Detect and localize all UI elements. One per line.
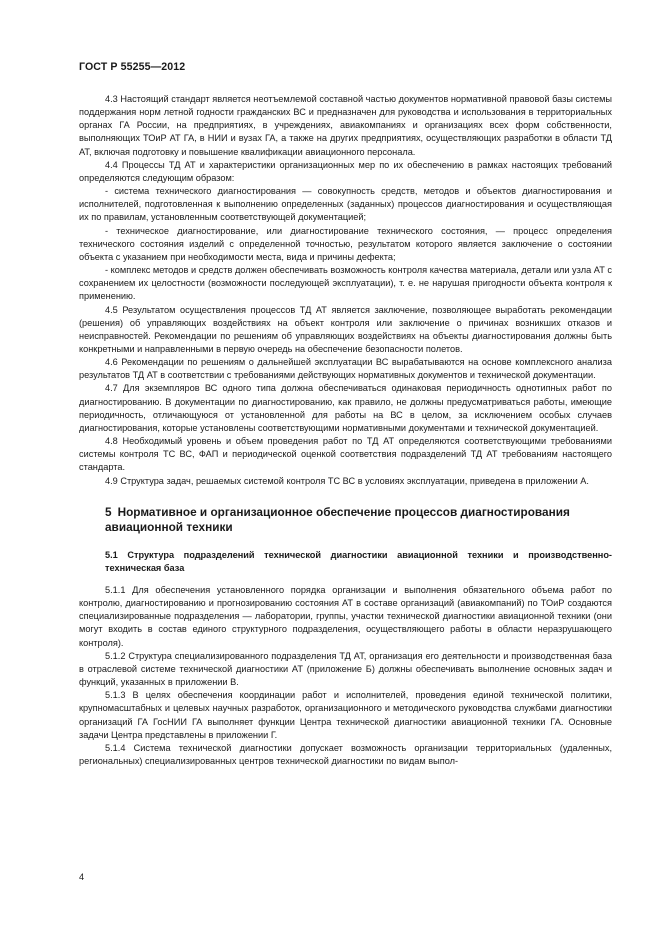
list-item-diagnostic-system: - система технического диагностирования — совокупность средств, методов и объектов диагностирования и исполнителей, подготовленная к выполнению определенных (заданных) процессов диагностирования и осуществляющая их по правилам, установленным соответствующей документацией; — [79, 186, 612, 223]
paragraph-5-1-3: 5.1.3 В целях обеспечения координации работ и исполнителей, проведения единой технической политики, крупномасштабных и целевых научных разработок, организационного и методического руководства службами диагностики организаций ГА ГосНИИ ГА выполняет функции Центра технической диагностики авиационной техники ГА. Основные задачи Центра представлены в приложении Г. — [79, 690, 612, 740]
paragraph-4-3: 4.3 Настоящий стандарт является неотъемлемой составной частью документов нормативной правовой базы системы поддержания норм летной годности гражданских ВС и предназначен для руководства и использования в территориальных органах ГА России, на предприятиях, в учреждениях, авиакомпаниях и организациях всех форм собственности, выполняющих ТОиР АТ ГА, в НИИ и вузах ГА, а также на других предприятиях, осуществляющих разработки в области ТД АТ, включая подготовку и повышение квалификации авиационного персонала. — [79, 94, 612, 157]
section-title: Нормативное и организационное обеспечение процессов диагностирования авиационной техники — [105, 504, 570, 534]
page-content — [79, 93, 612, 768]
paragraph-4-6: 4.6 Рекомендации по решениям о дальнейшей эксплуатации ВС вырабатываются на основе комплексного анализа результатов ТД АТ в соответствии с требованиями действующих нормативных документов и технической документации. — [79, 357, 612, 381]
paragraph-5-1-1: 5.1.1 Для обеспечения установленного порядка организации и выполнения обязательного объема работ по контролю, диагностированию и прогнозированию состояния АТ в составе организаций (авиакомпаний) по ТОиР создаются специализированные подразделения — лаборатории, группы, участки технической диагностики авиационной техники (они могут входить в состав единого структурного подразделения, осуществляющего работы в области неразрушающего контроля). — [79, 585, 612, 648]
paragraph-4-9: 4.9 Структура задач, решаемых системой контроля ТС ВС в условиях эксплуатации, приведена в приложении А. — [105, 475, 589, 486]
paragraph-4-5: 4.5 Результатом осуществления процессов ТД АТ является заключение, позволяющее выработать рекомендации (решения) об управляющих воздействиях на объект контроля или заключение о причинах возникших отказов и неисправностей. Рекомендации по решениям об управляющих воздействиях на объекты диагностирования должны быть конкретными и направленными в первую очередь на обеспечение безопасности полетов. — [79, 304, 612, 354]
list-item-methods-complex: - комплекс методов и средств должен обеспечивать возможность контроля качества материала, детали или узла АТ с сохранением их целостности (возможности последующей эксплуатации), т. е. не нарушая пригодности объекта контроля к применению. — [79, 265, 612, 302]
section-number: 5 — [105, 504, 112, 519]
section-5-heading — [79, 505, 612, 535]
document-header: ГОСТ Р 55255—2012 — [79, 61, 186, 73]
paragraph-4-7: 4.7 Для экземпляров ВС одного типа должна обеспечиваться одинаковая периодичность однотипных работ по диагностированию. В документации по диагностированию, как правило, не должны предусматриваться работы, имеющие периодичность, отличающуюся от установленной для работы на ВС в целом, за исключением особых случаев диагностирования, которые установлены соответствующими нормативными документами и технической документацией. — [79, 383, 612, 433]
paragraph-5-1-2: 5.1.2 Структура специализированного подразделения ТД АТ, организация его деятельности и производственная база в отраслевой системе технической диагностики АТ (приложение Б) должны обеспечивать выполнение основных задач и функций, указанных в приложении В. — [79, 650, 612, 688]
paragraph-4-8: 4.8 Необходимый уровень и объем проведения работ по ТД АТ определяются соответствующими требованиями системы контроля ТС ВС, ФАП и периодической оценкой соответствия подразделений ТД АТ требованиям настоящего стандарта. — [79, 436, 612, 473]
list-item-technical-diagnosis: - техническое диагностирование, или диагностирование технического состояния, — процесс определения технического состояния изделий с определенной точностью, результатом которого является заключение о состоянии объекта с указанием при необходимости места, вида и причины дефекта; — [79, 225, 612, 262]
paragraph-5-1-4: 5.1.4 Система технической диагностики допускает возможность организации территориальных (удаленных, региональных) специализированных центров технической диагностики по видам выпол- — [79, 742, 612, 767]
subsection-5-1-heading: 5.1 Структура подразделений технической диагностики авиационной техники и производственно-техническая база — [105, 549, 612, 573]
paragraph-4-4: 4.4 Процессы ТД АТ и характеристики организационных мер по их обеспечению в рамках настоящих требований определяются следующим образом: — [79, 159, 612, 183]
page-number: 4 — [79, 872, 85, 882]
